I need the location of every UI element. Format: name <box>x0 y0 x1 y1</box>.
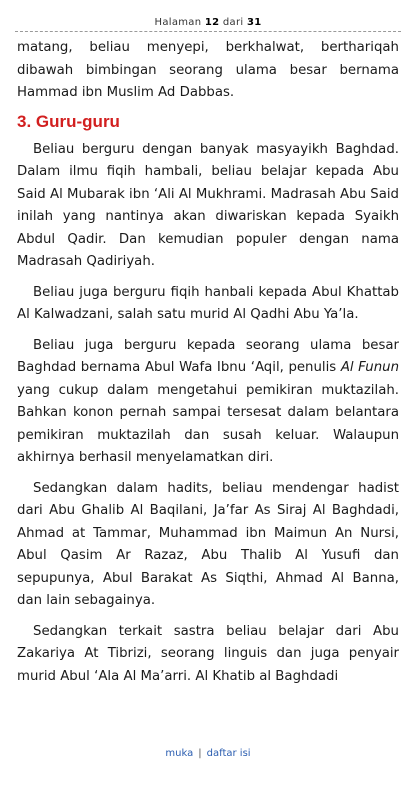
current-page-number: 12 <box>204 17 220 28</box>
footer-separator: | <box>198 748 202 759</box>
paragraph-1: Beliau berguru dengan banyak masyayikh Baghdad. Dalam ilmu fiqih hambali, beliau belajar kepada Abu Said Al Mubarak ibn ‘Ali Al Mukhrami. Madrasah Abu Said inilah yang nantinya akan diwariskan kepada Syaikh Abdul Qadir. Dan kemudian populer dengan nama Madrasah Qadiriyah. <box>17 141 399 269</box>
link-daftar-isi[interactable]: daftar isi <box>206 748 251 759</box>
page-label: Halaman <box>154 17 202 28</box>
page-of-label: dari <box>222 17 244 28</box>
paragraph-5: Sedangkan terkait sastra beliau belajar dari Abu Zakariya At Tibrizi, seorang linguis dan juga penyair murid Abul ‘Ala Al Ma’arri. Al Khatib al Baghdadi <box>17 623 399 684</box>
paragraph-3-text-b: yang cukup dalam mengetahui pemikiran muktazilah. Bahkan konon pernah sampai tersesat dalam belantara pemikiran muktazilah dan susah keluar. Walaupun akhirnya berhasil menyelamatkan diri. <box>17 382 399 465</box>
book-title-italic: Al Funun <box>340 360 399 375</box>
paragraph-3-text-a: Beliau juga berguru kepada seorang ulama besar Baghdad bernama Abul Wafa Ibnu ‘Aqil, penulis <box>17 337 399 375</box>
document-body <box>17 37 399 696</box>
total-pages-number: 31 <box>246 17 262 28</box>
paragraph-2: Beliau juga berguru fiqih hanbali kepada Abul Khattab Al Kalwadzani, salah satu murid Al Qadhi Abu Ya’la. <box>17 284 399 322</box>
header-divider <box>15 31 401 32</box>
paragraph-4: Sedangkan dalam hadits, beliau mendengar hadist dari Abu Ghalib Al Baqilani, Ja’far As Siraj Al Baghdadi, Ahmad at Tammar, Muhammad ibn Maimun An Nursi, Abul Qasim Ar Razaz, Abu Thalib Al Yusufi dan sepupunya, Abul Barakat As Siqthi, Ahmad Al Banna, dan lain sebagainya. <box>17 480 399 608</box>
link-muka[interactable]: muka <box>165 748 194 759</box>
page-footer <box>0 748 416 759</box>
continued-paragraph: matang, beliau menyepi, berkhalwat, berthariqah dibawah bimbingan seorang ulama besar bernama Hammad ibn Muslim Ad Dabbas. <box>17 40 399 100</box>
page-header <box>0 17 416 28</box>
paragraph-3 <box>17 335 399 470</box>
section-heading: 3. Guru-guru <box>17 111 120 131</box>
